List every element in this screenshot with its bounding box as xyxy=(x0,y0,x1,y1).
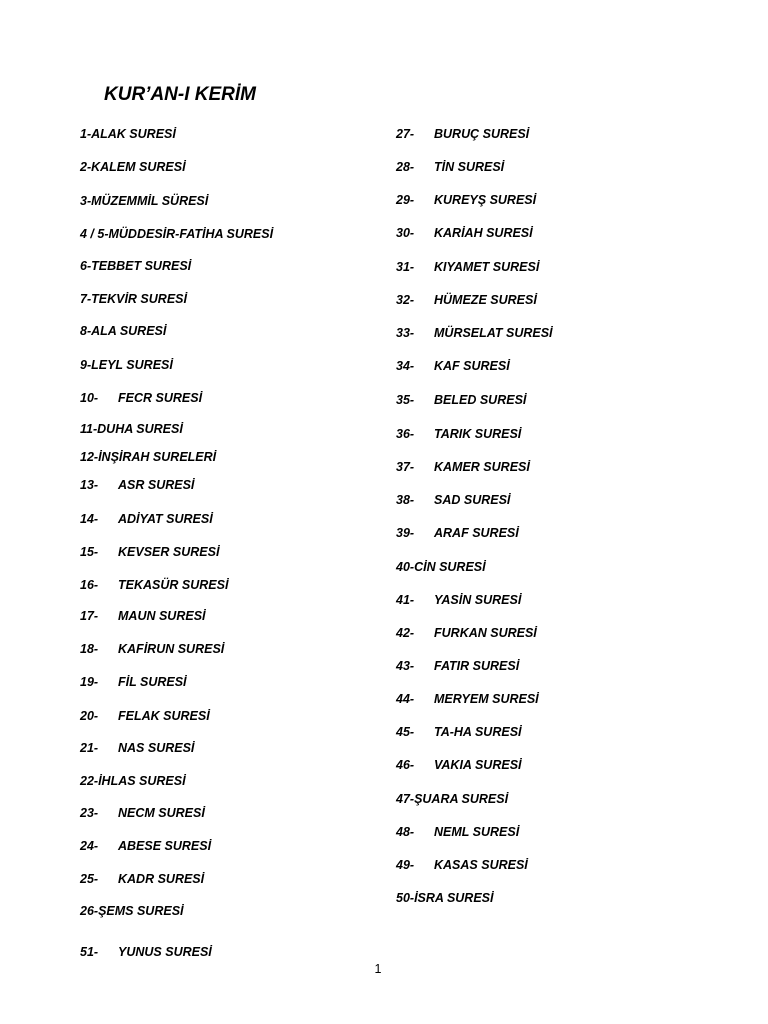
page-number: 1 xyxy=(374,962,382,976)
sure-name: KAF SURESİ xyxy=(434,359,510,373)
sure-number: 46- xyxy=(396,758,415,772)
sure-number: 38- xyxy=(396,493,415,507)
sure-name: ASR SURESİ xyxy=(118,478,195,492)
sure-name: MERYEM SURESİ xyxy=(434,692,539,706)
sure-number: 51- xyxy=(80,945,99,959)
sure-number: 26-ŞEMS SURESİ xyxy=(80,904,184,918)
sure-number: 29- xyxy=(396,193,415,207)
sure-number: 6-TEBBET SURESİ xyxy=(80,259,192,273)
sure-number: 37- xyxy=(396,460,415,474)
sure-name: BELED SURESİ xyxy=(434,393,527,407)
sure-number: 19- xyxy=(80,675,99,689)
sure-number: 16- xyxy=(80,578,99,592)
sure-name: ADİYAT SURESİ xyxy=(118,512,213,526)
sure-number: 43- xyxy=(396,659,415,673)
sure-number: 42- xyxy=(396,626,415,640)
sure-number: 27- xyxy=(396,127,415,141)
sure-name: KAMER SURESİ xyxy=(434,460,530,474)
sure-name: VAKIA SURESİ xyxy=(434,758,522,772)
sure-number: 11-DUHA SURESİ xyxy=(80,422,183,436)
sure-number: 7-TEKVİR SURESİ xyxy=(80,292,187,306)
sure-number: 20- xyxy=(80,709,99,723)
sure-number: 41- xyxy=(396,593,415,607)
sure-number: 3-MÜZEMMİL SÜRESİ xyxy=(80,194,209,208)
sure-name: NECM SURESİ xyxy=(118,806,205,820)
sure-number: 9-LEYL SURESİ xyxy=(80,358,173,372)
sure-number: 47-ŞUARA SURESİ xyxy=(396,792,509,806)
sure-name: BURUÇ SURESİ xyxy=(434,127,530,141)
sure-number: 10- xyxy=(80,391,99,405)
sure-name: ARAF SURESİ xyxy=(434,526,519,540)
sure-number: 33- xyxy=(396,326,415,340)
sure-number: 17- xyxy=(80,609,99,623)
sure-number: 14- xyxy=(80,512,99,526)
sure-number: 1-ALAK SURESİ xyxy=(80,127,176,141)
sure-name: YASİN SURESİ xyxy=(434,593,522,607)
sure-name: TİN SURESİ xyxy=(434,160,505,174)
sure-number: 13- xyxy=(80,478,99,492)
sure-number: 4 / 5-MÜDDESİR-FATİHA SURESİ xyxy=(80,227,274,241)
sure-number: 24- xyxy=(80,839,99,853)
sure-name: KAFİRUN SURESİ xyxy=(118,642,225,656)
sure-name: TARIK SURESİ xyxy=(434,427,522,441)
sure-name: MAUN SURESİ xyxy=(118,609,206,623)
sure-number: 45- xyxy=(396,725,415,739)
sure-number: 31- xyxy=(396,260,415,274)
sure-name: TA-HA SURESİ xyxy=(434,725,522,739)
sure-name: SAD SURESİ xyxy=(434,493,511,507)
sure-number: 12-İNŞİRAH SURELERİ xyxy=(80,450,217,464)
sure-number: 40-CİN SURESİ xyxy=(396,560,486,574)
page-title: KUR’AN-I KERİM xyxy=(104,84,256,105)
sure-number: 15- xyxy=(80,545,99,559)
sure-name: KASAS SURESİ xyxy=(434,858,528,872)
sure-number: 32- xyxy=(396,293,415,307)
sure-number: 48- xyxy=(396,825,415,839)
sure-number: 49- xyxy=(396,858,415,872)
sure-name: KEVSER SURESİ xyxy=(118,545,220,559)
sure-name: ABESE SURESİ xyxy=(118,839,212,853)
sure-name: FİL SURESİ xyxy=(118,675,187,689)
sure-name: KUREYŞ SURESİ xyxy=(434,193,537,207)
sure-name: FECR SURESİ xyxy=(118,391,203,405)
sure-name: FURKAN SURESİ xyxy=(434,626,537,640)
sure-name: MÜRSELAT SURESİ xyxy=(434,326,553,340)
sure-name: FELAK SURESİ xyxy=(118,709,210,723)
sure-name: NAS SURESİ xyxy=(118,741,195,755)
sure-number: 21- xyxy=(80,741,99,755)
sure-name: KARİAH SURESİ xyxy=(434,226,533,240)
sure-number: 2-KALEM SURESİ xyxy=(80,160,186,174)
sure-number: 30- xyxy=(396,226,415,240)
sure-number: 23- xyxy=(80,806,99,820)
sure-name: YUNUS SURESİ xyxy=(118,945,212,959)
sure-number: 39- xyxy=(396,526,415,540)
sure-name: HÜMEZE SURESİ xyxy=(434,293,537,307)
sure-number: 25- xyxy=(80,872,99,886)
sure-name: FATIR SURESİ xyxy=(434,659,520,673)
sure-number: 44- xyxy=(396,692,415,706)
sure-number: 50-İSRA SURESİ xyxy=(396,891,494,905)
sure-number: 35- xyxy=(396,393,415,407)
sure-name: KADR SURESİ xyxy=(118,872,205,886)
sure-number: 28- xyxy=(396,160,415,174)
sure-number: 22-İHLAS SURESİ xyxy=(80,774,186,788)
sure-number: 36- xyxy=(396,427,415,441)
sure-name: NEML SURESİ xyxy=(434,825,520,839)
sure-number: 18- xyxy=(80,642,99,656)
sure-number: 8-ALA SURESİ xyxy=(80,324,167,338)
sure-number: 34- xyxy=(396,359,415,373)
sure-name: TEKASÜR SURESİ xyxy=(118,578,229,592)
sure-name: KIYAMET SURESİ xyxy=(434,260,540,274)
